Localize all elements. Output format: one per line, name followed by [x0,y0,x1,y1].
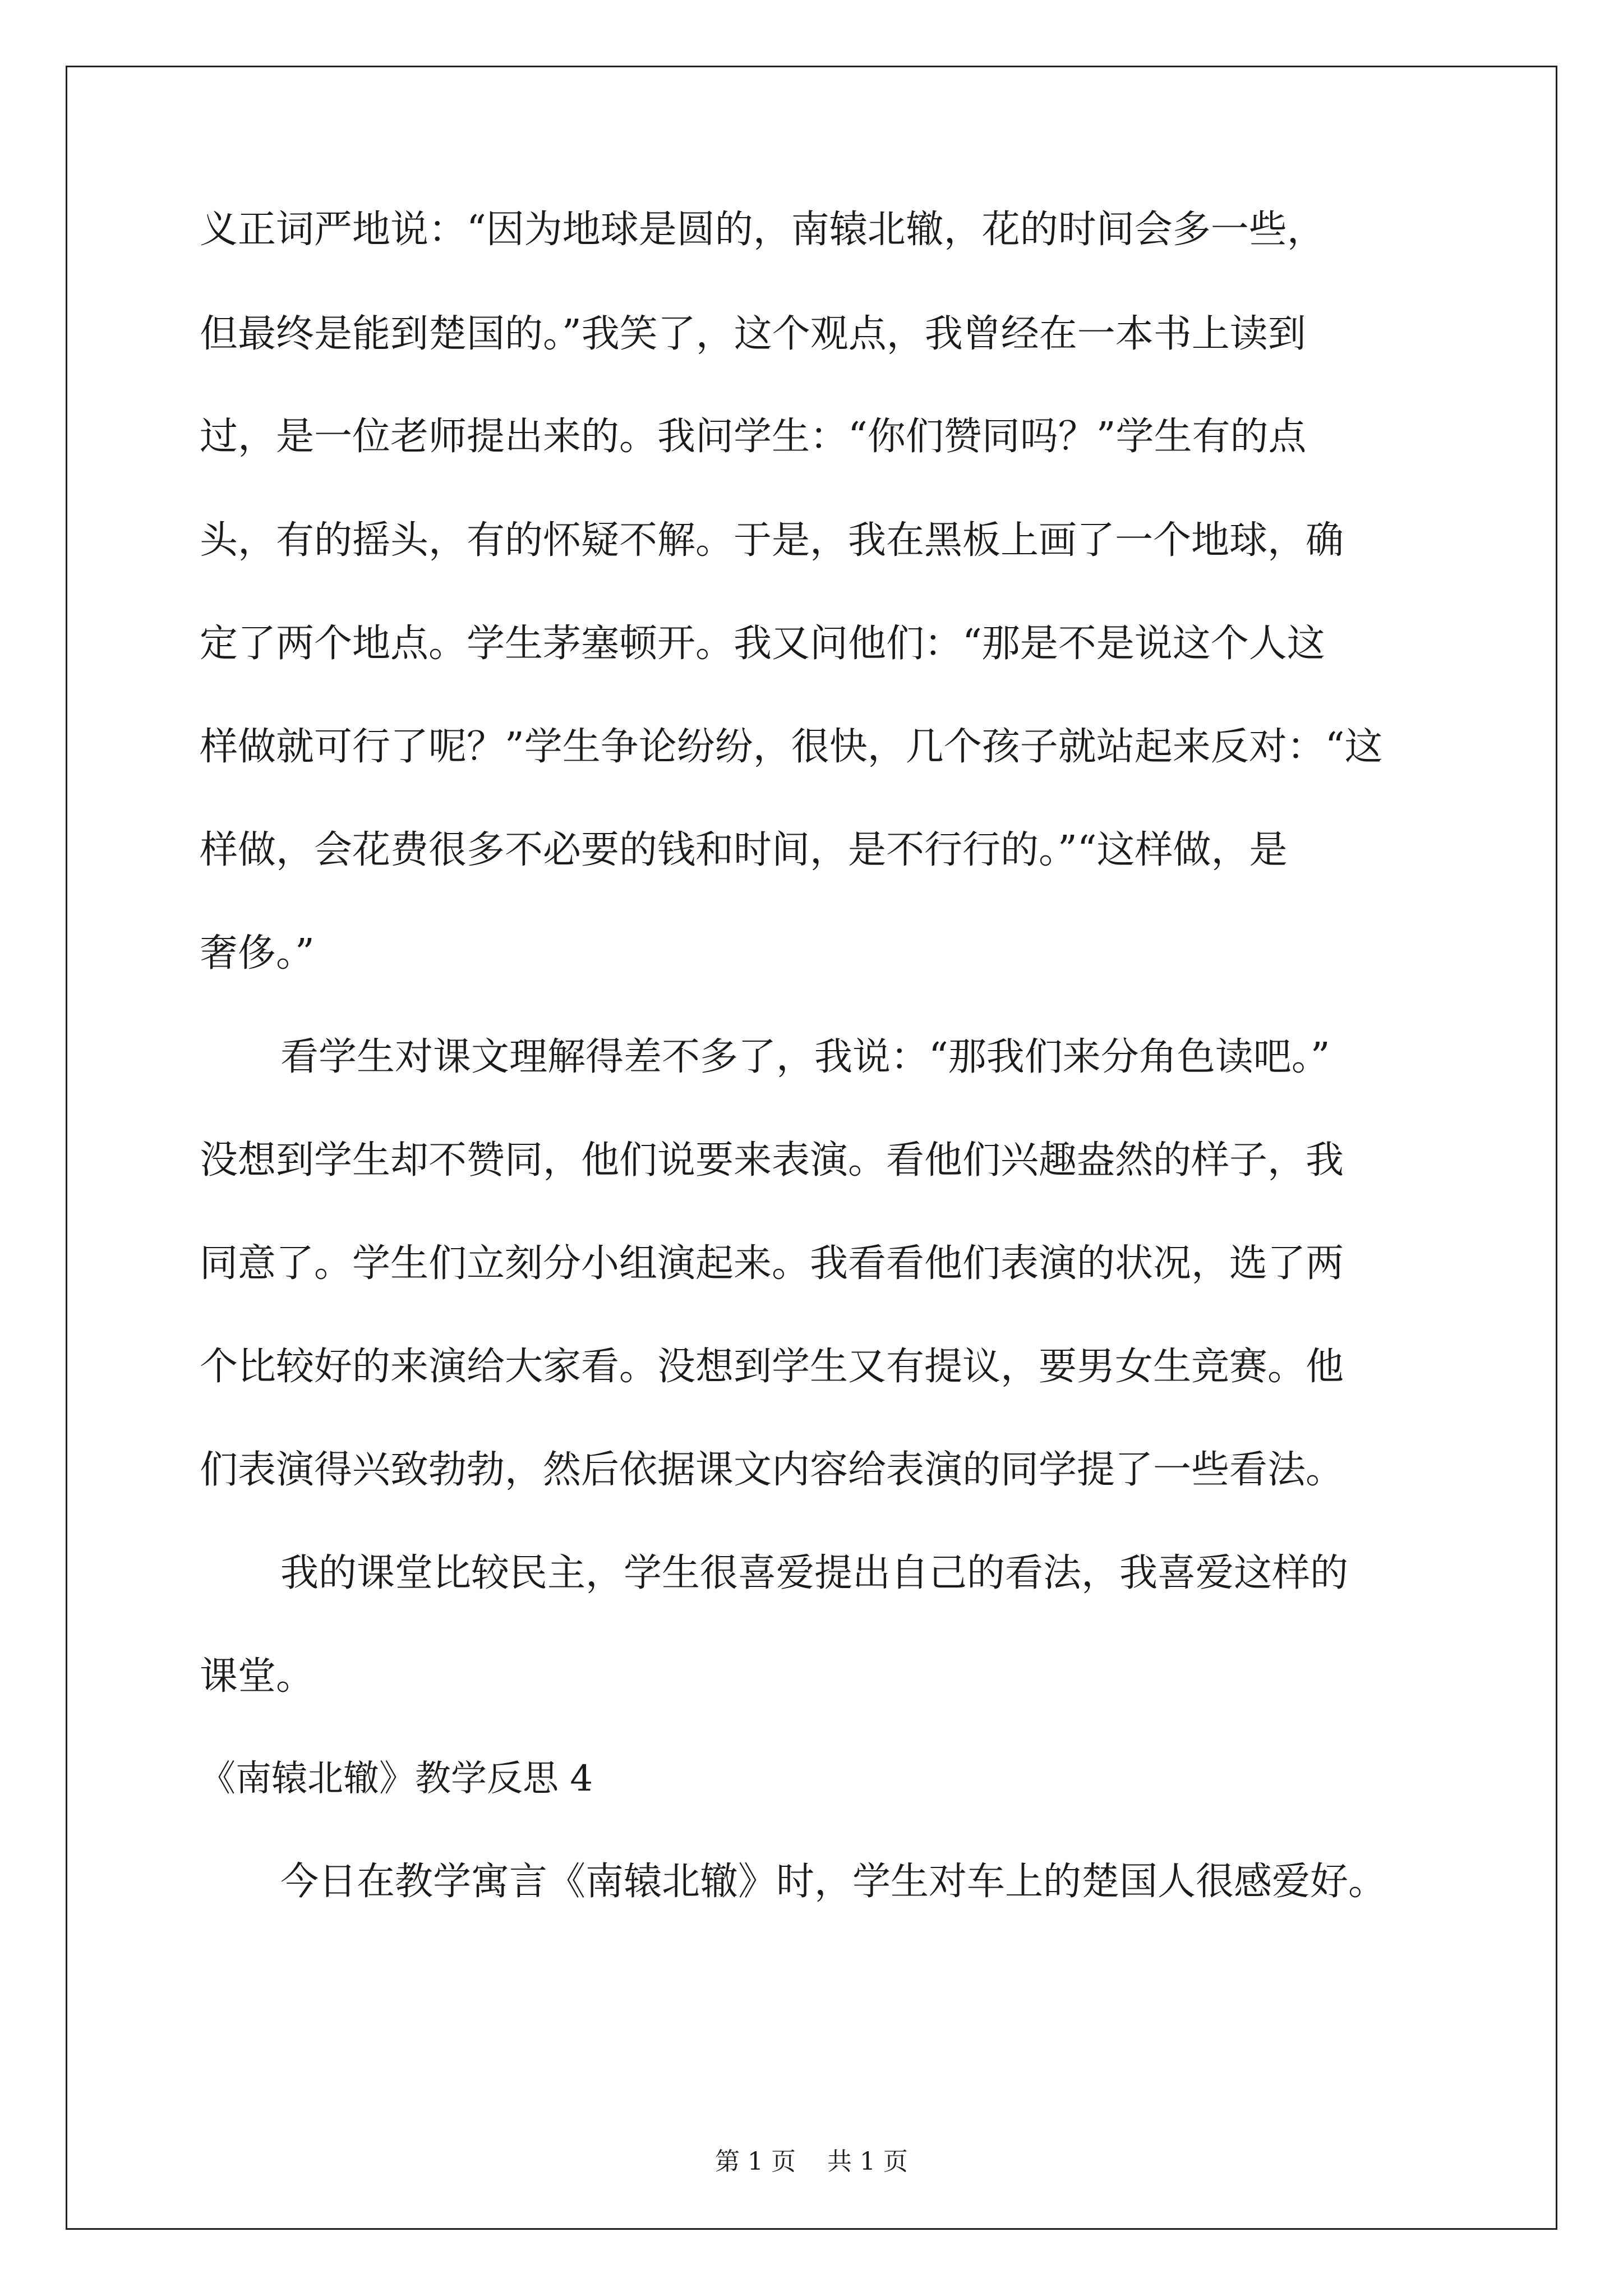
section-heading: 《南辕北辙》教学反思 4 [200,1758,593,1800]
text-line: 过，是一位老师提出来的。我问学生：“你们赞同吗？”学生有的点 [200,415,1307,459]
text-line: 没想到学生却不赞同，他们说要来表演。看他们兴趣盎然的样子，我 [200,1138,1344,1182]
page-footer: 第 1 页 共 1 页 [715,2147,908,2176]
text-line: 头，有的摇头，有的怀疑不解。于是，我在黑板上画了一个地球，确 [200,518,1344,563]
text-line: 奢侈。” [200,931,315,976]
text-line: 看学生对课文理解得差不多了，我说：“那我们来分角色读吧。” [280,1035,1330,1079]
text-line: 我的课堂比较民主，学生很喜爱提出自己的看法，我喜爱这样的 [280,1551,1349,1595]
text-line: 课堂。 [200,1654,315,1699]
text-line: 今日在教学寓言《南辕北辙》时，学生对车上的楚国人很感爱好。 [280,1860,1387,1904]
text-line: 个比较好的来演给大家看。没想到学生又有提议，要男女生竞赛。他 [200,1345,1344,1389]
text-line: 样做就可行了呢？”学生争论纷纷，很快，几个孩子就站起来反对：“这 [200,725,1383,769]
text-line: 但最终是能到楚国的。”我笑了，这个观点，我曾经在一本书上读到 [200,312,1306,356]
text-line: 们表演得兴致勃勃，然后依据课文内容给表演的同学提了一些看法。 [200,1448,1344,1492]
text-line: 定了两个地点。学生茅塞顿开。我又问他们：“那是不是说这个人这 [200,622,1325,666]
text-line: 义正词严地说：“因为地球是圆的，南辕北辙，花的时间会多一些， [200,208,1325,252]
text-line: 同意了。学生们立刻分小组演起来。我看看他们表演的状况，选了两 [200,1241,1344,1286]
text-line: 样做，会花费很多不必要的钱和时间，是不行行的。”“这样做，是 [200,828,1288,872]
